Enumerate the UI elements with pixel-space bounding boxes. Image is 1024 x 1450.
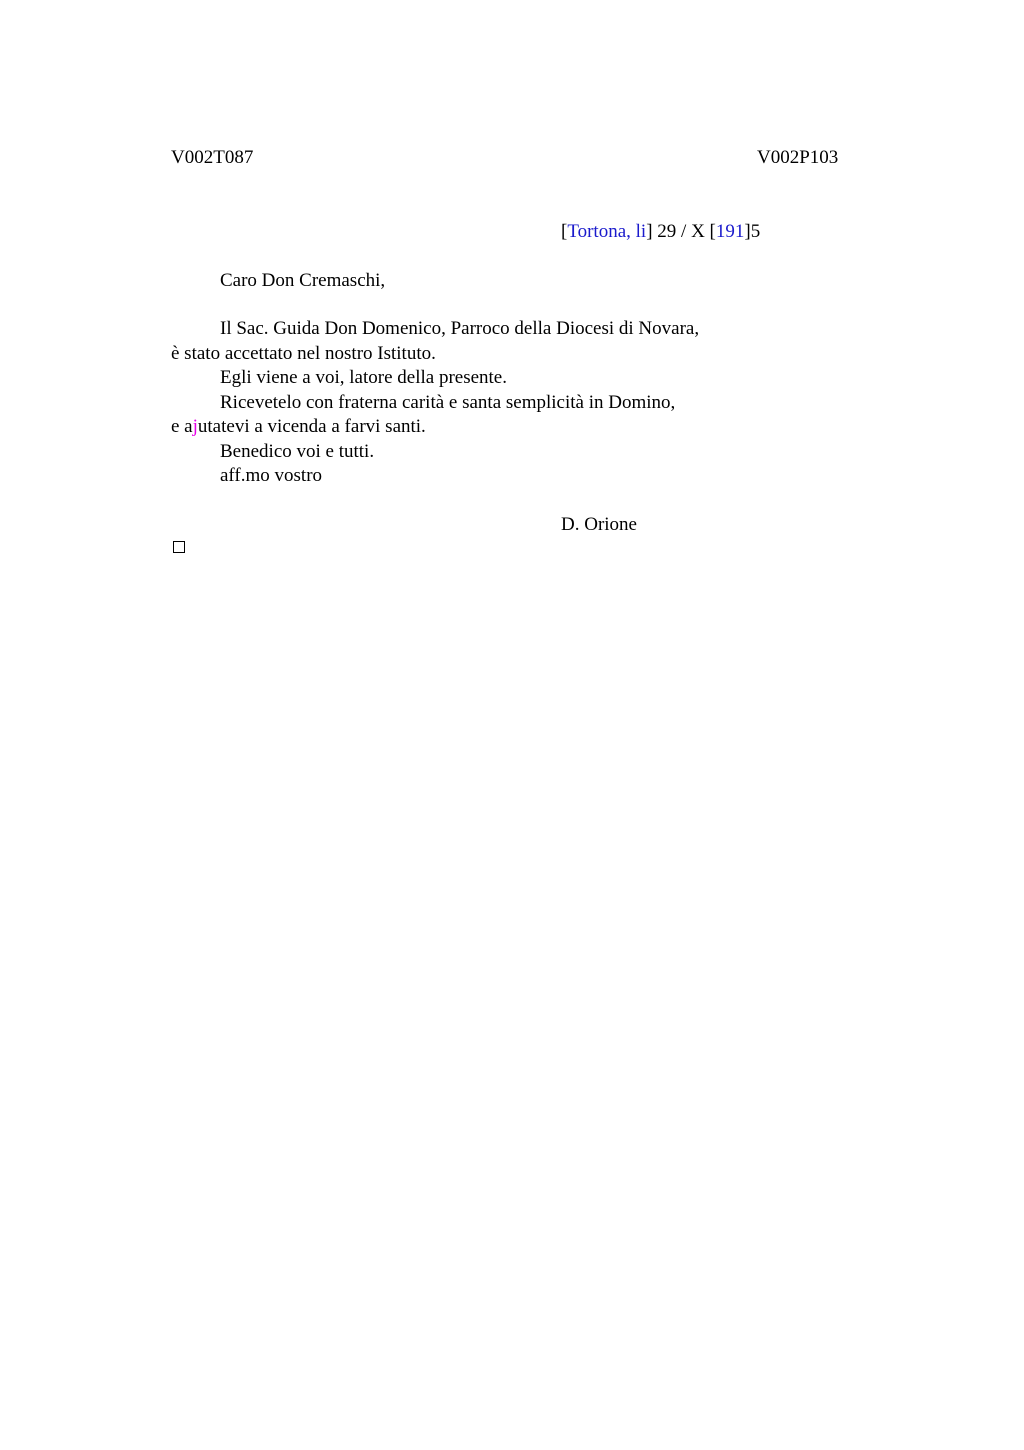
letter-line-4: Ricevetelo con fraterna carità e santa semplicità in Domino,	[220, 391, 676, 413]
letter-line-5-start: e a	[171, 416, 193, 437]
signature: D. Orione	[561, 514, 637, 535]
letter-line-6: Benedico voi e tutti.	[220, 440, 375, 462]
dateline	[561, 220, 760, 244]
dateline-place: Tortona, li	[567, 221, 647, 242]
document-code-left: V002T087	[171, 147, 254, 168]
salutation: Caro Don Cremaschi,	[220, 270, 386, 291]
letter-line-3: Egli viene a voi, latore della presente.	[220, 367, 507, 388]
dateline-date: ] 29 / X [	[646, 221, 716, 242]
letter-line-5-variant: j	[192, 416, 198, 437]
dateline-year-close: ]5	[744, 221, 761, 242]
dateline-open-bracket: [	[561, 221, 568, 242]
letter-line-2: è stato accettato nel nostro Istituto.	[171, 342, 436, 364]
letter-line-5-end: utatevi a vicenda a farvi santi.	[197, 416, 426, 437]
square-outline-icon	[173, 541, 185, 553]
document-code-right: V002P103	[757, 147, 839, 168]
letter-body	[171, 317, 871, 489]
letter-line-5	[171, 415, 871, 440]
letter-line-7: aff.mo vostro	[220, 465, 323, 486]
letter-line-1: Il Sac. Guida Don Domenico, Parroco della Diocesi di Novara,	[220, 318, 700, 339]
dateline-year-prefix: 191	[715, 221, 745, 242]
